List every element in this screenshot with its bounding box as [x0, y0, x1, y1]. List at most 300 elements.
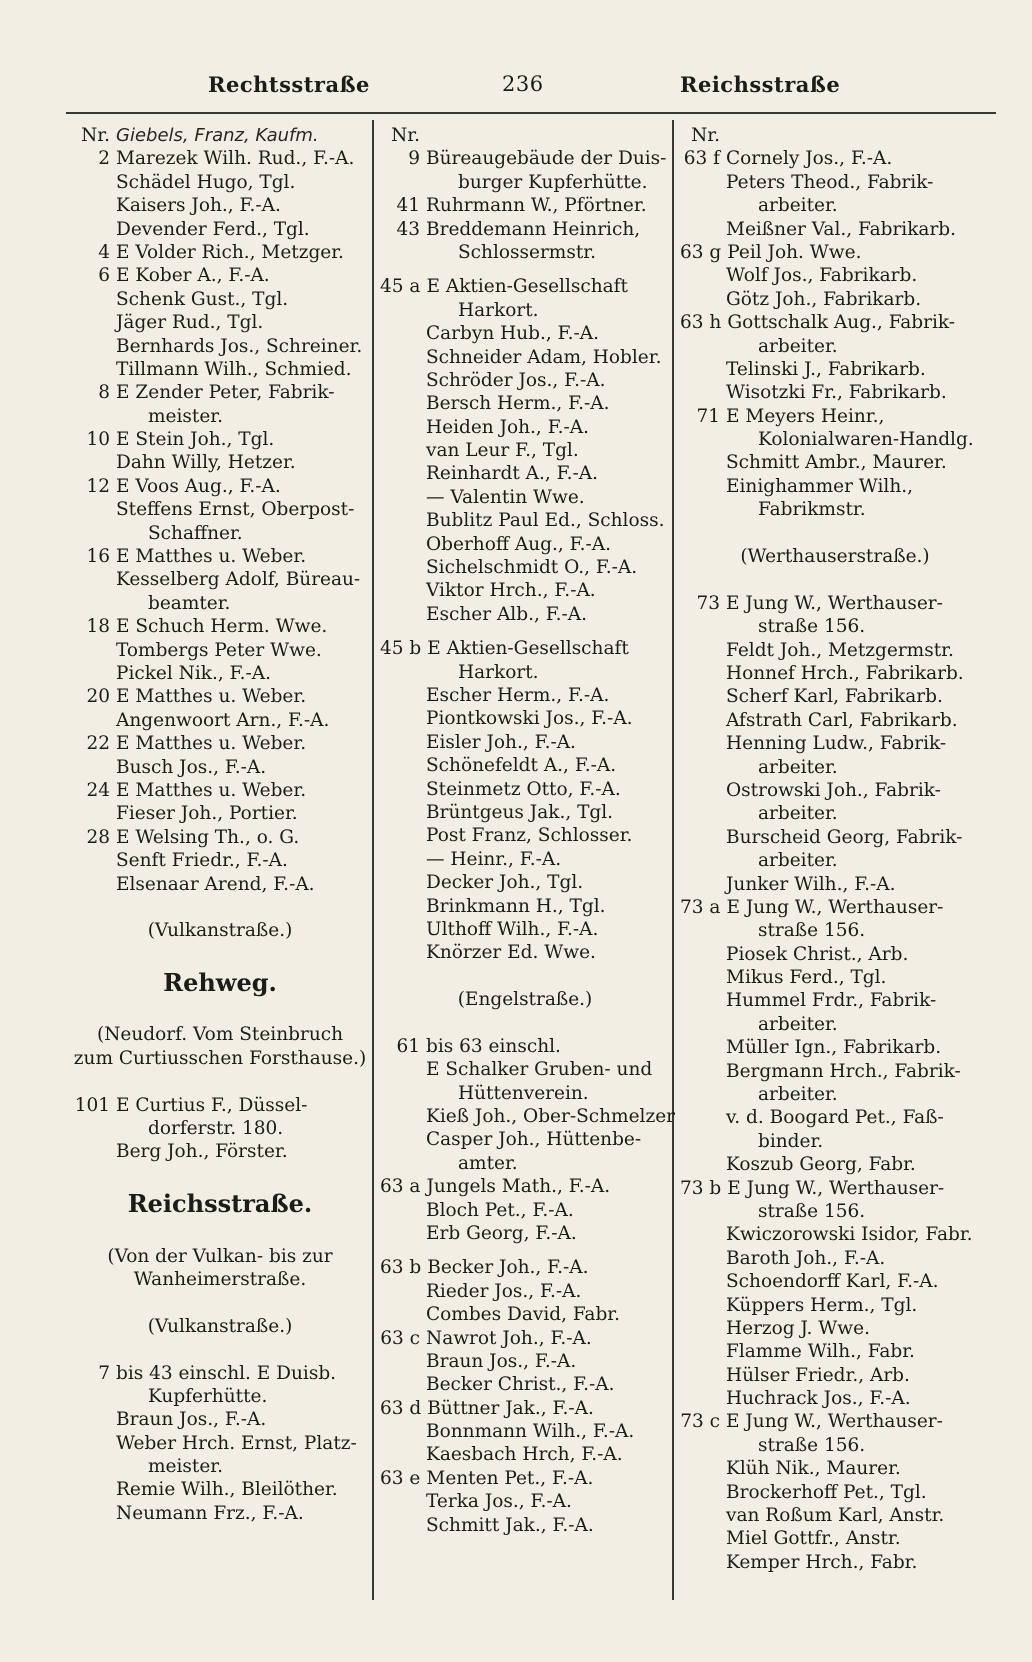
house-entry — [680, 241, 990, 264]
entry-text: Piosek Christ., Arb. — [726, 943, 909, 965]
entry-text: Baroth Joh., F.-A. — [726, 1247, 886, 1269]
section-note — [70, 1245, 370, 1268]
resident-entry — [380, 1199, 670, 1222]
entry-text: E Voos Aug., F.-A. — [116, 475, 281, 497]
resident-entry — [380, 1350, 670, 1373]
entry-text: Wisotzki Fr., Fabrikarb. — [726, 382, 947, 404]
house-entry — [70, 264, 370, 287]
entry-text: — Heinr., F.-A. — [426, 848, 562, 870]
entry-text: bis 63 einschl. — [426, 1035, 561, 1057]
resident-entry — [680, 1457, 990, 1480]
resident-entry — [70, 1117, 370, 1140]
resident-entry — [380, 1280, 670, 1303]
resident-entry — [70, 498, 370, 521]
resident-entry — [70, 709, 370, 732]
resident-entry — [380, 346, 670, 369]
entry-text: Brockerhoff Pet., Tgl. — [726, 1481, 927, 1503]
resident-entry — [380, 684, 670, 707]
entry-text: Feldt Joh., Metzgermstr. — [726, 639, 954, 661]
house-entry — [380, 1467, 670, 1490]
entry-text: arbeiter. — [758, 803, 838, 825]
resident-entry — [680, 1504, 990, 1527]
resident-entry — [70, 802, 370, 825]
entry-text: Neumann Frz., F.-A. — [116, 1502, 304, 1524]
resident-entry — [70, 1502, 370, 1525]
entry-text: Steffens Ernst, Oberpost- — [116, 499, 355, 521]
entry-text: straße 156. — [758, 920, 866, 942]
resident-entry — [380, 824, 670, 847]
entry-text: E Matthes u. Weber. — [116, 546, 307, 568]
entry-text: Oberhoff Aug., F.-A. — [426, 533, 611, 555]
resident-entry — [380, 1058, 670, 1081]
house-number: 63 f — [683, 148, 720, 170]
resident-entry — [680, 779, 990, 802]
entry-text: Erb Georg, F.-A. — [426, 1222, 577, 1244]
entry-text: Rehweg. — [163, 968, 277, 998]
entry-text: E Meyers Heinr., — [726, 405, 885, 427]
entry-text: beamter. — [148, 592, 231, 614]
entry-text: Scherf Karl, Fabrikarb. — [726, 686, 943, 708]
entry-text: Schröder Jos., F.-A. — [426, 369, 606, 391]
house-number: 18 — [86, 616, 110, 638]
resident-entry — [70, 335, 370, 358]
entry-text: Peters Theod., Fabrik- — [726, 171, 934, 193]
resident-entry — [680, 732, 990, 755]
entry-text: Herzog J. Wwe. — [726, 1317, 870, 1339]
spacer — [70, 896, 370, 919]
resident-entry — [680, 264, 990, 287]
entry-text: zum Curtiusschen Forsthause.) — [73, 1047, 367, 1069]
entry-text: amter. — [458, 1152, 518, 1174]
resident-entry — [380, 439, 670, 462]
house-entry — [380, 194, 670, 217]
resident-entry — [70, 1408, 370, 1431]
entry-text: E Aktien-Gesellschaft — [427, 638, 629, 660]
entry-text: (Werthauserstraße.) — [740, 546, 930, 568]
resident-entry — [680, 685, 990, 708]
house-number: 63 d — [380, 1397, 422, 1419]
entry-text: Kesselberg Adolf, Büreau- — [116, 569, 361, 591]
resident-entry — [380, 778, 670, 801]
entry-text: Tombergs Peter Wwe. — [116, 639, 322, 661]
entry-text: E Matthes u. Weber. — [116, 733, 307, 755]
entry-text: Mikus Ferd., Tgl. — [726, 967, 887, 989]
resident-entry — [680, 802, 990, 825]
resident-entry — [70, 1455, 370, 1478]
resident-entry — [680, 966, 990, 989]
house-entry — [380, 1175, 670, 1198]
house-entry — [70, 732, 370, 755]
house-number: 63 b — [380, 1257, 422, 1279]
spacer — [70, 1070, 370, 1093]
entry-text: straße 156. — [758, 616, 866, 638]
resident-entry — [70, 451, 370, 474]
entry-text: Burscheid Georg, Fabrik- — [726, 826, 963, 848]
entry-text: Heiden Joh., F.-A. — [426, 416, 590, 438]
resident-entry — [380, 509, 670, 532]
entry-text: Dahn Willy, Hetzer. — [116, 452, 296, 474]
entry-text: E Matthes u. Weber. — [116, 686, 307, 708]
entry-text: (Von der Vulkan- bis zur — [107, 1245, 333, 1267]
resident-entry — [380, 533, 670, 556]
section-note — [70, 1268, 370, 1291]
resident-entry — [70, 358, 370, 381]
house-entry — [680, 1177, 990, 1200]
entry-text: Gottschalk Aug., Fabrik- — [727, 312, 956, 334]
resident-entry — [380, 486, 670, 509]
house-entry — [380, 1397, 670, 1420]
resident-entry — [380, 392, 670, 415]
spacer — [680, 568, 990, 591]
entry-text: Becker Christ., F.-A. — [426, 1374, 615, 1396]
entry-text: (Vulkanstraße.) — [147, 920, 293, 942]
house-entry — [70, 1362, 370, 1385]
house-entry — [70, 124, 370, 147]
resident-entry — [680, 428, 990, 451]
entry-text: straße 156. — [758, 1434, 866, 1456]
house-number: 20 — [86, 686, 110, 708]
entry-text: Pickel Nik., F.-A. — [116, 662, 271, 684]
house-entry — [70, 779, 370, 802]
spacer — [380, 965, 670, 988]
entry-text: Ruhrmann W., Pförtner. — [426, 195, 647, 217]
resident-entry — [680, 1247, 990, 1270]
house-entry — [680, 1410, 990, 1433]
entry-text: Schmitt Jak., F.-A. — [426, 1514, 594, 1536]
entry-text: Post Franz, Schlosser. — [426, 825, 633, 847]
resident-entry — [380, 1303, 670, 1326]
resident-entry — [70, 1478, 370, 1501]
spacer — [380, 1245, 670, 1256]
entry-text: E Schalker Gruben- und — [426, 1059, 653, 1081]
column-1 — [70, 124, 370, 1525]
house-number: 101 — [74, 1094, 110, 1116]
resident-entry — [380, 661, 670, 684]
house-entry — [680, 311, 990, 334]
entry-text: Decker Joh., Tgl. — [426, 872, 584, 894]
resident-entry — [380, 1420, 670, 1443]
entry-text: Berg Joh., Förster. — [116, 1141, 288, 1163]
house-entry — [380, 147, 670, 170]
entry-text: E Volder Rich., Metzger. — [116, 241, 344, 263]
resident-entry — [70, 405, 370, 428]
house-entry — [70, 147, 370, 170]
resident-entry — [680, 639, 990, 662]
entry-text: bis 43 einschl. E Duisb. — [116, 1362, 337, 1384]
resident-entry — [680, 218, 990, 241]
house-number: 12 — [86, 475, 110, 497]
resident-entry — [680, 1294, 990, 1317]
spacer — [380, 264, 670, 275]
entry-text: Götz Joh., Fabrikarb. — [726, 288, 922, 310]
resident-entry — [680, 194, 990, 217]
spacer — [70, 1338, 370, 1361]
spacer — [70, 1291, 370, 1314]
house-number: 22 — [86, 733, 110, 755]
resident-entry — [680, 475, 990, 498]
resident-entry — [380, 603, 670, 626]
resident-entry — [380, 322, 670, 345]
resident-entry — [680, 381, 990, 404]
resident-entry — [380, 848, 670, 871]
house-number: 63 c — [380, 1327, 420, 1349]
section-note — [70, 1023, 370, 1046]
resident-entry — [680, 1130, 990, 1153]
entry-text: Müller Ign., Fabrikarb. — [726, 1037, 942, 1059]
resident-entry — [680, 662, 990, 685]
resident-entry — [680, 1317, 990, 1340]
entry-text: Honnef Hrch., Fabrikarb. — [726, 662, 964, 684]
entry-text: Rieder Jos., F.-A. — [426, 1280, 582, 1302]
entry-text: E Aktien-Gesellschaft — [426, 276, 628, 298]
entry-text: Bloch Pet., F.-A. — [426, 1199, 574, 1221]
resident-entry — [380, 171, 670, 194]
entry-text: van Leur F., Tgl. — [426, 440, 579, 462]
street-heading — [70, 1187, 370, 1221]
house-number: 7 — [98, 1362, 110, 1384]
entry-text: Telinski J., Fabrikarb. — [726, 358, 926, 380]
entry-text: meister. — [148, 405, 223, 427]
resident-entry — [380, 369, 670, 392]
entry-text: Knörzer Ed. Wwe. — [426, 942, 596, 964]
resident-entry — [680, 1013, 990, 1036]
entry-text: E Jung W., Werthauser- — [726, 896, 944, 918]
spacer — [70, 1164, 370, 1187]
entry-text: Becker Joh., F.-A. — [427, 1257, 589, 1279]
entry-text: Wolf Jos., Fabrikarb. — [726, 265, 918, 287]
resident-entry — [680, 1340, 990, 1363]
spacer — [70, 1000, 370, 1023]
entry-text: Carbyn Hub., F.-A. — [426, 323, 599, 345]
resident-entry — [70, 522, 370, 545]
house-entry — [380, 275, 670, 298]
resident-entry — [380, 1128, 670, 1151]
header-rule — [66, 112, 996, 114]
house-number: 45 a — [380, 276, 421, 298]
entry-text: Kupferhütte. — [148, 1385, 268, 1407]
entry-text: Schneider Adam, Hobler. — [426, 346, 662, 368]
resident-entry — [680, 756, 990, 779]
entry-text: — Valentin Wwe. — [426, 486, 585, 508]
resident-entry — [380, 1152, 670, 1175]
resident-entry — [680, 873, 990, 896]
entry-text: Klüh Nik., Maurer. — [726, 1458, 901, 1480]
resident-entry — [680, 288, 990, 311]
entry-text: Hülser Friedr., Arb. — [726, 1364, 910, 1386]
spacer — [380, 626, 670, 637]
entry-text: Einighammer Wilh., — [726, 475, 913, 497]
entry-text: binder. — [758, 1130, 824, 1152]
resident-entry — [680, 1364, 990, 1387]
resident-entry — [70, 1140, 370, 1163]
section-note — [70, 1315, 370, 1338]
resident-entry — [70, 662, 370, 685]
entry-text: Kaesbach Hrch, F.-A. — [426, 1444, 623, 1466]
entry-text: Peil Joh. Wwe. — [727, 241, 862, 263]
house-entry — [70, 241, 370, 264]
house-entry — [70, 1094, 370, 1117]
entry-text: E Jung W., Werthauser- — [726, 592, 943, 614]
entry-text: Kieß Joh., Ober-Schmelzer — [426, 1106, 675, 1128]
entry-text: Tillmann Wilh., Schmied. — [116, 358, 352, 380]
entry-text: Junker Wilh., F.-A. — [726, 873, 896, 895]
house-number: 8 — [98, 382, 110, 404]
house-number: 28 — [86, 826, 110, 848]
entry-text: E Zender Peter, Fabrik- — [116, 382, 335, 404]
entry-text: Henning Ludw., Fabrik- — [726, 733, 947, 755]
entry-text: Schönefeldt A., F.-A. — [426, 755, 617, 777]
entry-text: arbeiter. — [758, 335, 838, 357]
entry-text: Schädel Hugo, Tgl. — [116, 171, 296, 193]
house-entry — [70, 381, 370, 404]
entry-text: Huchrack Jos., F.-A. — [726, 1388, 911, 1410]
house-entry — [680, 124, 990, 147]
entry-text: Weber Hrch. Ernst, Platz- — [116, 1432, 357, 1454]
resident-entry — [70, 639, 370, 662]
house-number: 63 a — [380, 1176, 421, 1198]
entry-text: Afstrath Carl, Fabrikarb. — [726, 709, 958, 731]
column-divider-2 — [672, 120, 674, 1600]
house-number: 73 b — [680, 1177, 722, 1199]
resident-entry — [680, 615, 990, 638]
resident-entry — [680, 1153, 990, 1176]
resident-entry — [680, 1036, 990, 1059]
entry-text: E Jung W., Werthauser- — [726, 1411, 943, 1433]
house-entry — [70, 428, 370, 451]
entry-text: Brinkmann H., Tgl. — [426, 895, 606, 917]
entry-text: Meißner Val., Fabrikarb. — [726, 218, 957, 240]
resident-entry — [70, 592, 370, 615]
entry-text: Kwiczorowski Isidor, Fabr. — [726, 1224, 973, 1246]
resident-entry — [380, 895, 670, 918]
house-number: 43 — [396, 218, 420, 240]
resident-entry — [380, 1514, 670, 1537]
resident-entry — [380, 299, 670, 322]
entry-text: Combes David, Fabr. — [426, 1304, 620, 1326]
resident-entry — [380, 556, 670, 579]
entry-text: Schlossermstr. — [458, 241, 596, 263]
entry-text: E Kober A., F.-A. — [116, 265, 270, 287]
entry-text: Brüntgeus Jak., Tgl. — [426, 801, 614, 823]
resident-entry — [680, 335, 990, 358]
entry-text: Harkort. — [458, 299, 539, 321]
entry-text: Ulthoff Wilh., F.-A. — [426, 918, 599, 940]
column-divider-1 — [372, 120, 374, 1600]
entry-text: Koszub Georg, Fabr. — [726, 1154, 916, 1176]
house-number: Nr. — [391, 125, 420, 146]
entry-text: arbeiter. — [758, 1013, 838, 1035]
entry-text: Sichelschmidt O., F.-A. — [426, 557, 638, 579]
entry-text: Escher Herm., F.-A. — [426, 684, 610, 706]
spacer — [680, 522, 990, 545]
entry-text: Kolonialwaren-Handlg. — [758, 429, 974, 451]
house-number: 9 — [408, 148, 420, 170]
house-entry — [70, 826, 370, 849]
house-number: 2 — [98, 148, 110, 170]
spacer — [380, 1011, 670, 1034]
entry-text: straße 156. — [758, 1200, 866, 1222]
house-number: 45 b — [380, 638, 422, 660]
entry-text: Schoendorff Karl, F.-A. — [726, 1271, 939, 1293]
entry-text: E Jung W., Werthauser- — [727, 1177, 945, 1199]
resident-entry — [680, 1551, 990, 1574]
house-number: 63 g — [680, 241, 722, 263]
house-number: 63 h — [680, 312, 722, 334]
entry-text: Schmitt Ambr., Maurer. — [726, 452, 947, 474]
resident-entry — [70, 756, 370, 779]
entry-text: Viktor Hrch., F.-A. — [426, 580, 596, 602]
house-number: 6 — [98, 265, 110, 287]
entry-text: arbeiter. — [758, 850, 838, 872]
entry-text: Büttner Jak., F.-A. — [427, 1397, 594, 1419]
house-entry — [680, 147, 990, 170]
entry-text: Jungels Math., F.-A. — [426, 1176, 611, 1198]
house-number: 24 — [86, 779, 110, 801]
column-3 — [680, 124, 990, 1574]
house-number: Nr. — [81, 125, 110, 146]
entry-text: Braun Jos., F.-A. — [426, 1350, 577, 1372]
resident-entry — [680, 451, 990, 474]
resident-entry — [680, 1106, 990, 1129]
resident-entry — [680, 849, 990, 872]
house-number: 73 — [696, 592, 720, 614]
entry-text: E Curtius F., Düssel- — [116, 1094, 308, 1116]
resident-entry — [70, 288, 370, 311]
entry-text: Büreaugebäude der Duis- — [426, 148, 667, 170]
entry-text: E Matthes u. Weber. — [116, 779, 307, 801]
entry-text: Fabrikmstr. — [758, 499, 866, 521]
house-entry — [680, 592, 990, 615]
entry-text: Piontkowski Jos., F.-A. — [426, 708, 633, 730]
entry-text: Terka Jos., F.-A. — [426, 1491, 572, 1513]
house-entry — [380, 218, 670, 241]
running-head-right: Reichsstraße — [680, 72, 841, 97]
entry-text: Elsenaar Arend, F.-A. — [116, 873, 315, 895]
resident-entry — [680, 1060, 990, 1083]
entry-text: burger Kupferhütte. — [458, 171, 648, 193]
resident-entry — [380, 1105, 675, 1128]
entry-text: Menten Pet., F.-A. — [426, 1467, 594, 1489]
entry-text: E Welsing Th., o. G. — [116, 826, 300, 848]
house-entry — [680, 405, 990, 428]
resident-entry — [380, 941, 670, 964]
resident-entry — [380, 1443, 670, 1466]
entry-text: dorferstr. 180. — [148, 1118, 284, 1140]
resident-entry — [680, 1270, 990, 1293]
entry-text: Escher Alb., F.-A. — [426, 603, 588, 625]
house-entry — [70, 475, 370, 498]
resident-entry — [70, 194, 370, 217]
house-entry — [70, 545, 370, 568]
resident-entry — [380, 579, 670, 602]
entry-text: Steinmetz Otto, F.-A. — [426, 778, 621, 800]
resident-entry — [380, 1222, 670, 1245]
resident-entry — [70, 171, 370, 194]
house-entry — [380, 124, 670, 147]
resident-entry — [680, 358, 990, 381]
entry-text: Bernhards Jos., Schreiner. — [116, 335, 363, 357]
house-entry — [70, 685, 370, 708]
entry-text: (Neudorf. Vom Steinbruch — [96, 1024, 344, 1046]
street-heading — [70, 966, 370, 1000]
entry-text: Reichsstraße. — [127, 1189, 313, 1219]
house-number: 10 — [86, 429, 110, 451]
resident-entry — [380, 801, 670, 824]
entry-text: E Schuch Herm. Wwe. — [116, 616, 328, 638]
resident-entry — [680, 989, 990, 1012]
entry-text: Harkort. — [458, 661, 539, 683]
entry-text: Breddemann Heinrich, — [426, 218, 641, 240]
